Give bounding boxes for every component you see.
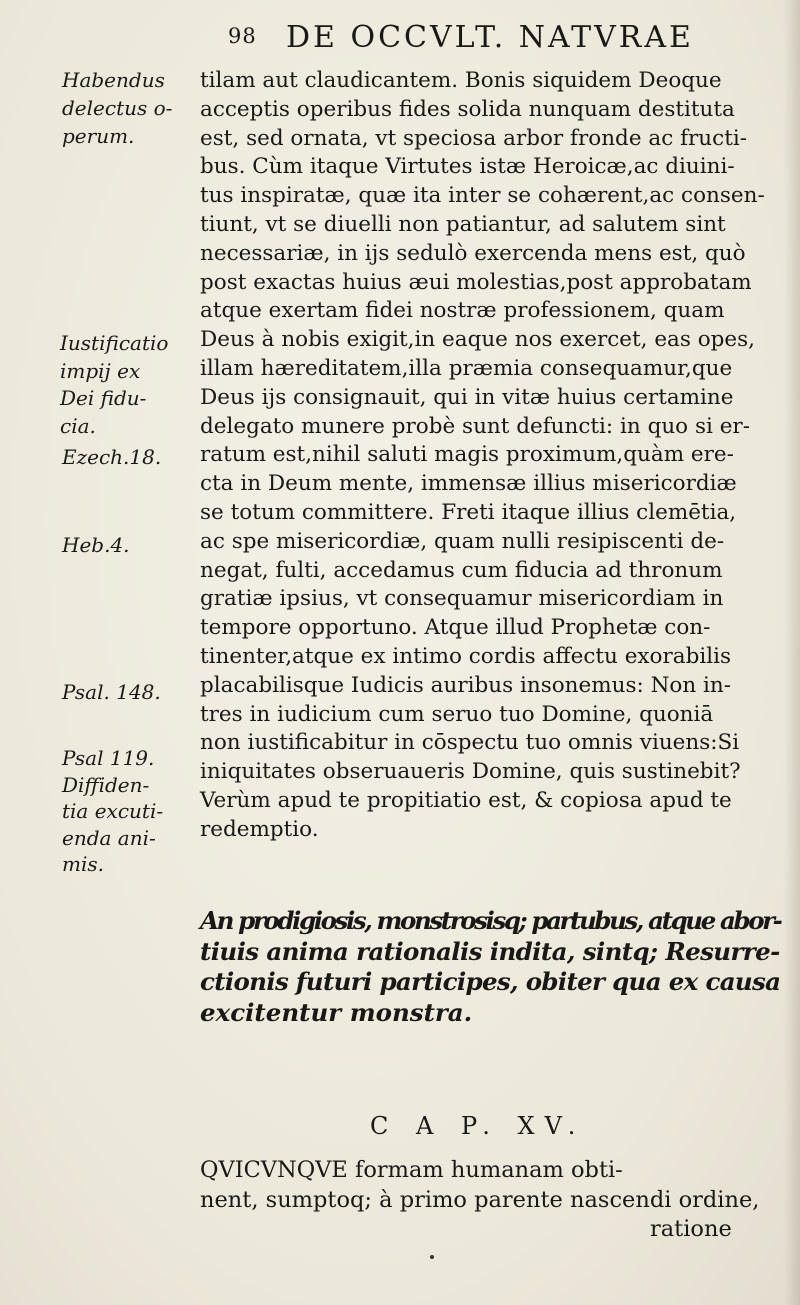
margin-note-iustificatio	[60, 330, 168, 440]
text-line: redemptio.	[200, 816, 319, 842]
text-line: tilam aut claudicantem. Bonis siquidem Deoque	[200, 68, 722, 93]
margin-line: tia excuti-	[62, 799, 164, 823]
text-line: tinenter,atque ex intimo cordis affectu exorabilis	[200, 643, 732, 669]
text-line: tus inspiratæ, quæ ita inter se cohærent,ac consen-	[200, 183, 765, 209]
text-line: est, sed ornata, vt speciosa arbor fronde ac fructi-	[200, 125, 747, 151]
margin-line: Heb.4.	[62, 533, 130, 557]
margin-line: Psal 119.	[62, 746, 155, 770]
margin-line: enda ani-	[62, 825, 156, 850]
chapter-label: C A P. XV.	[370, 1112, 586, 1140]
margin-line: Habendus	[62, 68, 165, 92]
margin-line: perum.	[62, 124, 135, 148]
heading-line: An prodigiosis, monstrosisq; partubus, atque abor-	[200, 906, 781, 935]
text-line: nent, sumptoq; à primo parente nascendi ordine,	[200, 1186, 760, 1213]
ink-speck	[430, 1255, 434, 1259]
margin-line: mis.	[62, 852, 104, 876]
text-line: atque exertam fidei nostræ professionem, quam	[200, 298, 725, 324]
margin-note-ezech	[62, 443, 161, 471]
catchword: ratione	[650, 1216, 732, 1242]
margin-line: impij ex	[60, 358, 141, 383]
text-line: se totum committere. Freti itaque illius clemētia,	[200, 499, 737, 525]
margin-note-psal-148	[62, 678, 161, 706]
page-edge-shadow	[784, 0, 800, 1305]
text-line: gratiæ ipsius, vt consequamur misericordiam in	[200, 586, 724, 612]
text-line: negat, fulti, accedamus cum fiducia ad thronum	[200, 557, 723, 583]
section-heading	[200, 906, 780, 1028]
text-line: cta in Deum mente, immensæ illius misericordiæ	[200, 471, 737, 497]
margin-line: Ezech.18.	[62, 445, 162, 469]
margin-line: delectus o-	[62, 96, 173, 120]
heading-line: ctionis futuri participes, obiter qua ex causa	[200, 967, 781, 996]
text-line: necessariæ, in ijs sedulò exercenda mens est, quò	[200, 240, 746, 266]
margin-line: Diffiden-	[62, 772, 150, 797]
text-line: post exactas huius æui molestias,post approbatam	[200, 269, 752, 295]
margin-note-psal-119	[62, 745, 163, 878]
margin-line: Iustificatio	[60, 331, 169, 355]
text-line: Deus ijs consignauit, qui in vitæ huius certamine	[200, 384, 734, 410]
text-line: QVICVNQVE formam humanam obti-	[200, 1157, 623, 1183]
text-line: tempore opportuno. Atque illud Prophetæ con-	[200, 615, 711, 641]
running-title: DE OCCVLT. NATVRAE	[286, 20, 694, 55]
text-line: Verùm apud te propitiatio est, & copiosa apud te	[200, 787, 732, 813]
page-header	[228, 14, 788, 58]
text-line: placabilisque Iudicis auribus insonemus: Non in-	[200, 672, 732, 698]
heading-line: tiuis anima rationalis indita, sintq; Resurre-	[200, 936, 780, 966]
margin-line: cia.	[60, 413, 96, 438]
margin-note-heb	[62, 531, 130, 559]
text-line: Deus à nobis exigit,in eaque nos exercet, eas opes,	[200, 327, 756, 353]
text-line: acceptis operibus fides solida nunquam destituta	[200, 96, 735, 122]
text-line: ratum est,nihil saluti magis proximum,quàm ere-	[200, 442, 734, 468]
text-line: tiunt, vt se diuelli non patiantur, ad salutem sint	[200, 211, 726, 237]
main-text	[200, 67, 780, 845]
text-line: illam hæreditatem,illa præmia consequamur,que	[200, 355, 733, 381]
text-line: tres in iudicium cum seruo tuo Domine, quoniā	[200, 701, 714, 727]
page-number: 98	[228, 24, 257, 48]
margin-line: Dei fidu-	[60, 386, 147, 410]
margin-line: Psal. 148.	[62, 680, 161, 704]
text-line: iniquitates obseruaueris Domine, quis sustinebit?	[200, 759, 741, 785]
text-line: delegato munere probè sunt defuncti: in quo si er-	[200, 413, 750, 439]
text-line: bus. Cùm itaque Virtutes istæ Heroicæ,ac diuini-	[200, 154, 735, 180]
text-line: non iustificabitur in cōspectu tuo omnis viuens:Si	[200, 730, 740, 756]
heading-line: excitentur monstra.	[200, 997, 473, 1027]
text-line: ac spe misericordiæ, quam nulli resipiscenti de-	[200, 528, 725, 554]
chapter-text	[200, 1156, 780, 1245]
margin-note-habendus	[62, 66, 172, 150]
